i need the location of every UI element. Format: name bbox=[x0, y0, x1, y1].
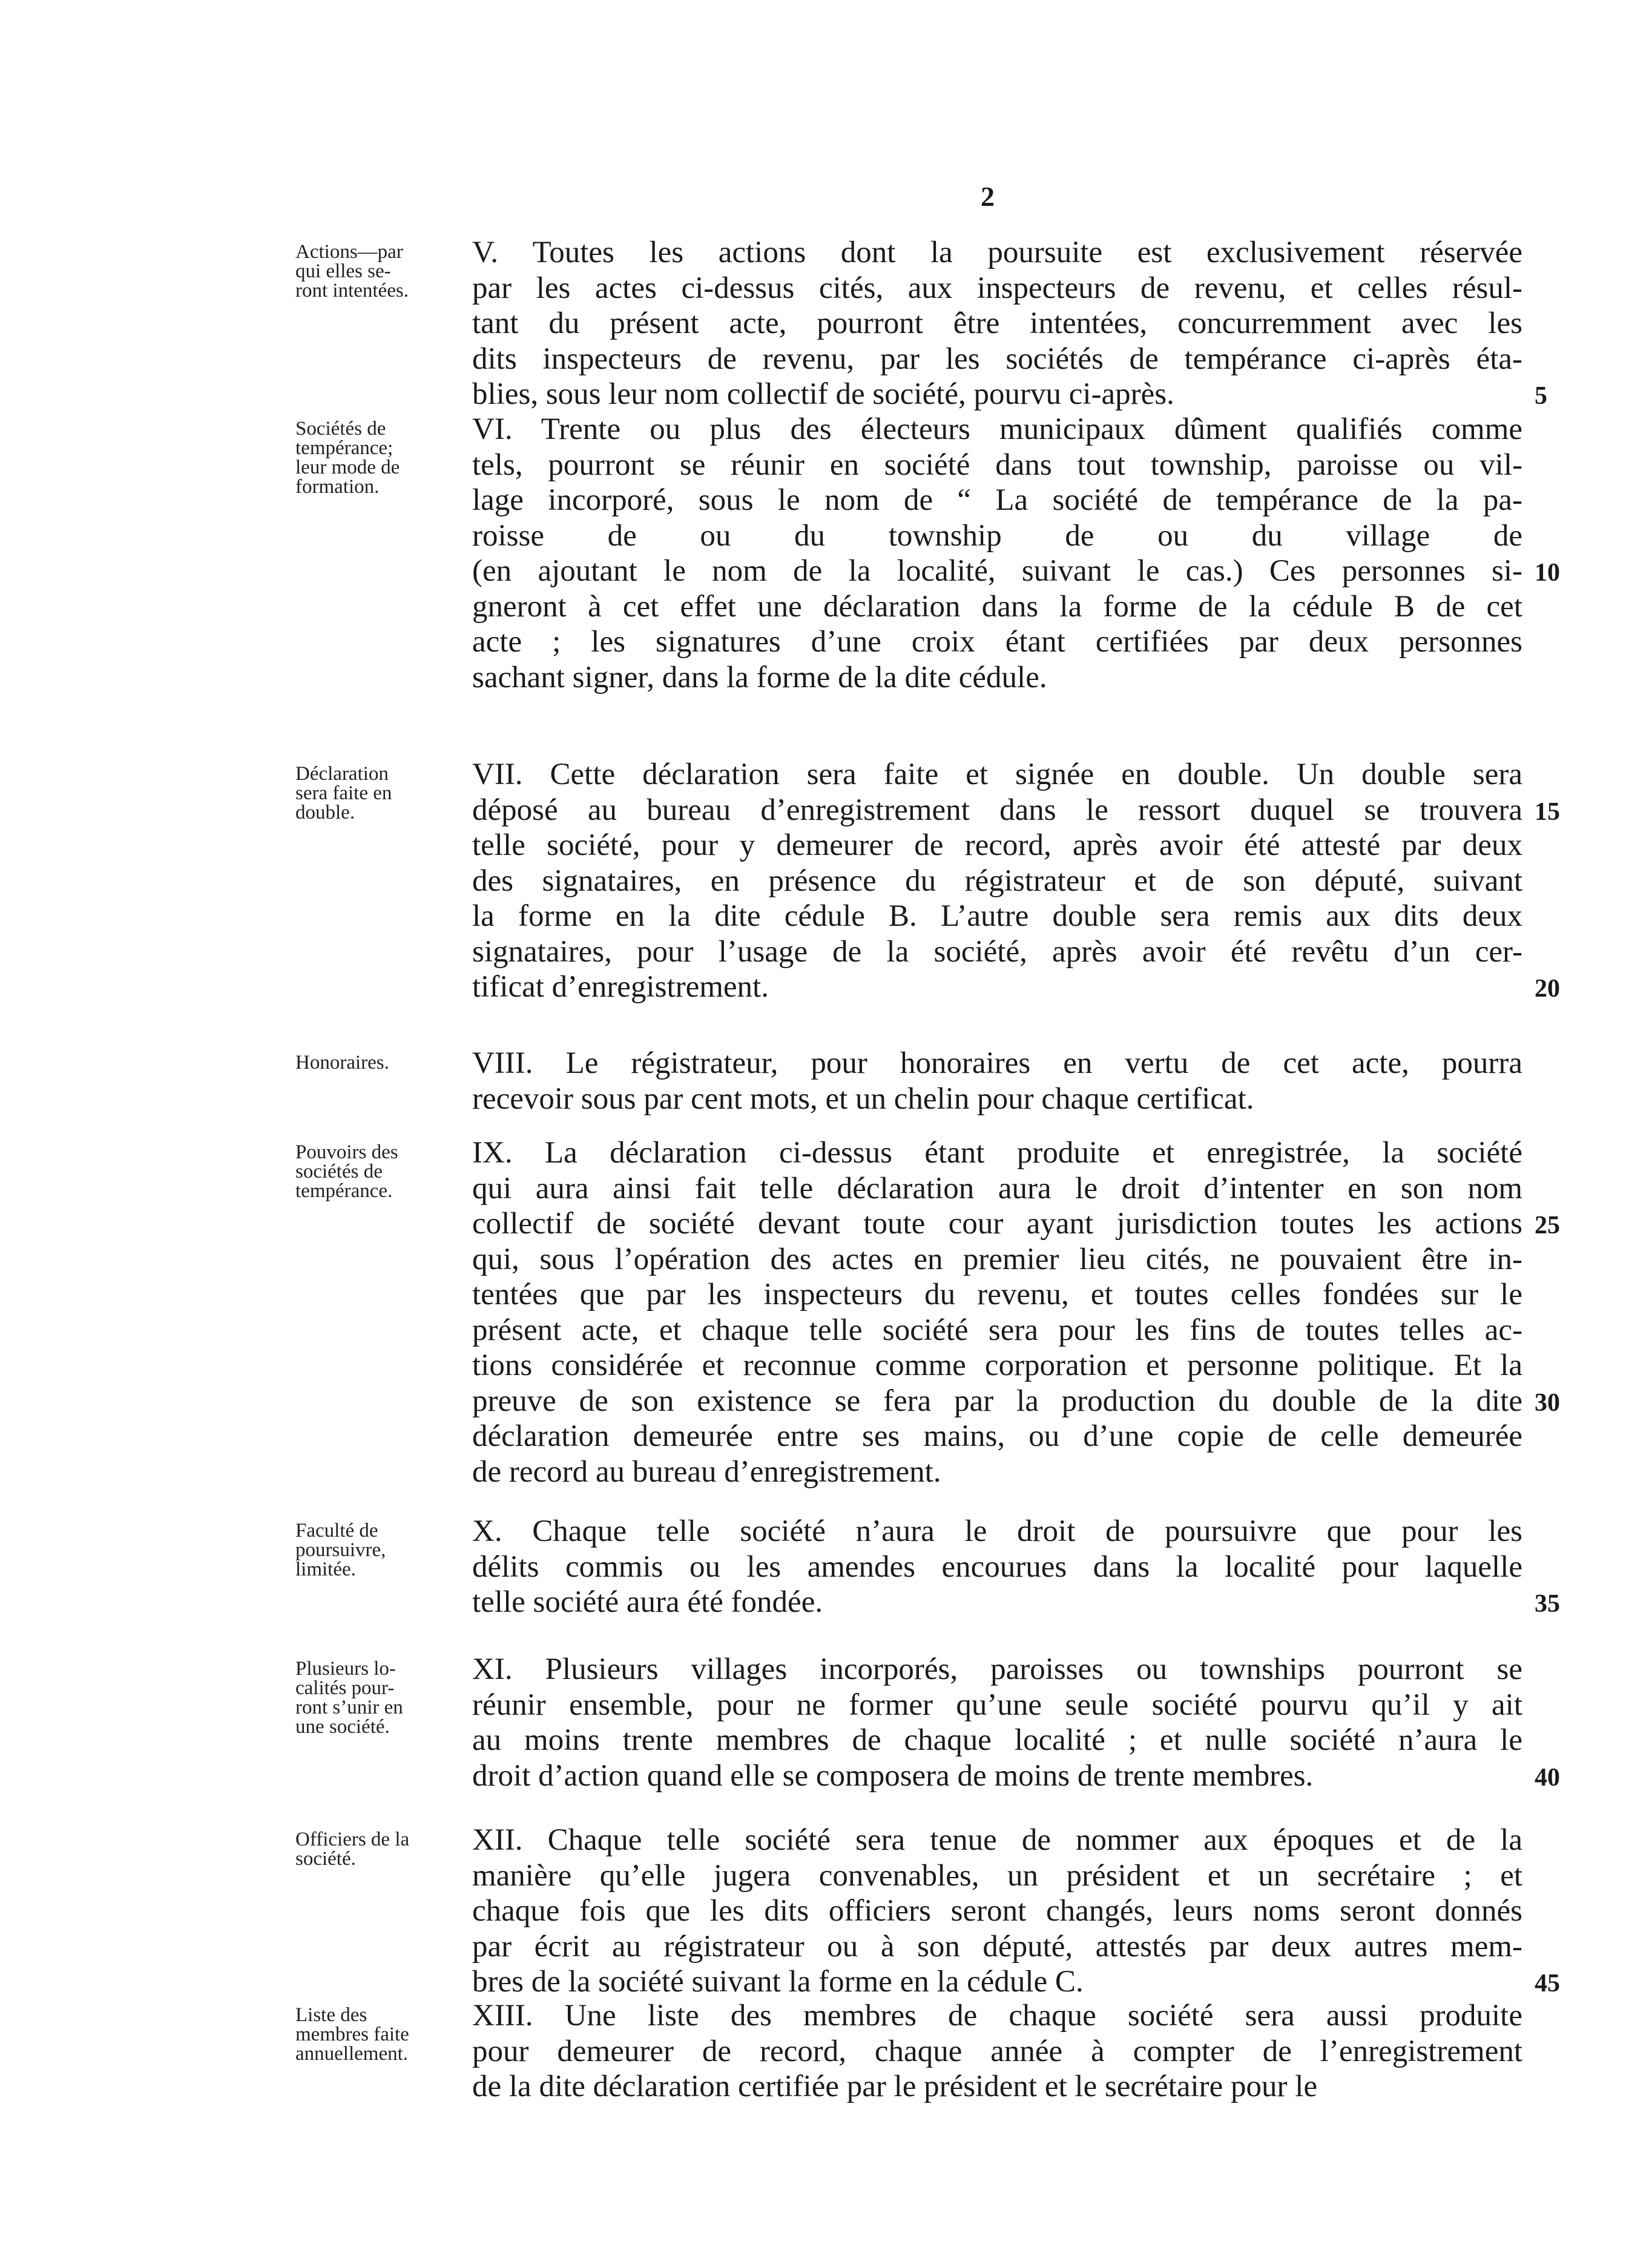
text-line: gneront à cet effet une déclaration dans la forme de la cédule B de cet bbox=[472, 589, 1522, 624]
text-line: déclaration demeurée entre ses mains, ou d’une copie de celle demeurée bbox=[472, 1419, 1522, 1453]
margin-note bbox=[295, 764, 447, 822]
margin-note-line: annuellement. bbox=[295, 2043, 409, 2065]
line-number: 20 bbox=[1535, 975, 1560, 1003]
margin-note-line: Pouvoirs des bbox=[295, 1141, 398, 1163]
margin-note-line: société. bbox=[295, 1848, 356, 1870]
text-line: lage incorporé, sous le nom de “ La société de tempérance de la pa- bbox=[472, 483, 1522, 517]
text-line: tant du présent acte, pourront être intentées, concurremment avec les bbox=[472, 306, 1522, 340]
margin-note-line: Honoraires. bbox=[295, 1052, 389, 1074]
text-line: de record au bureau d’enregistrement. bbox=[472, 1454, 941, 1489]
text-line: tificat d’enregistrement. bbox=[472, 970, 769, 1004]
margin-note-line: double. bbox=[295, 802, 355, 823]
margin-note-line: Plusieurs lo- bbox=[295, 1658, 396, 1680]
margin-note-line: Liste des bbox=[295, 2004, 367, 2026]
margin-note-line: une société. bbox=[295, 1716, 390, 1738]
text-line: dits inspecteurs de revenu, par les sociétés de tempérance ci-après éta- bbox=[472, 341, 1522, 376]
section-paragraph bbox=[472, 235, 1522, 412]
margin-note-line: leur mode de bbox=[295, 457, 400, 478]
margin-note bbox=[295, 1830, 447, 1869]
text-line: manière qu’elle jugera convenables, un président et un secrétaire ; et bbox=[472, 1858, 1522, 1893]
margin-note-line: sociétés de bbox=[295, 1161, 383, 1183]
text-line: VIII. Le régistrateur, pour honoraires en vertu de cet acte, pourra bbox=[472, 1046, 1522, 1080]
page-number: 2 bbox=[981, 181, 995, 212]
line-number: 5 bbox=[1535, 382, 1547, 410]
text-line: présent acte, et chaque telle société sera pour les fins de toutes telles ac- bbox=[472, 1313, 1522, 1347]
text-line: au moins trente membres de chaque localité ; et nulle société n’aura le bbox=[472, 1723, 1522, 1757]
margin-note-line: membres faite bbox=[295, 2024, 409, 2045]
margin-note-line: Déclaration bbox=[295, 763, 389, 785]
text-line: la forme en la dite cédule B. L’autre double sera remis aux dits deux bbox=[472, 899, 1522, 933]
text-line: déposé au bureau d’enregistrement dans le ressort duquel se trouvera bbox=[472, 793, 1522, 827]
text-line: délits commis ou les amendes encourues dans la localité pour laquelle bbox=[472, 1549, 1522, 1584]
margin-note-line: tempérance; bbox=[295, 437, 393, 459]
margin-note-line: Faculté de bbox=[295, 1520, 378, 1542]
line-number: 25 bbox=[1535, 1212, 1560, 1239]
margin-note bbox=[295, 1521, 447, 1579]
text-line: telle société aura été fondée. bbox=[472, 1585, 823, 1619]
margin-note bbox=[295, 1053, 447, 1072]
section-paragraph bbox=[472, 1998, 1522, 2105]
text-line: XIII. Une liste des membres de chaque société sera aussi produite bbox=[472, 1999, 1522, 2033]
text-line: des signataires, en présence du régistrateur et de son député, suivant bbox=[472, 863, 1522, 898]
margin-note bbox=[295, 1143, 447, 1201]
text-line: (en ajoutant le nom de la localité, suivant le cas.) Ces personnes si- bbox=[472, 554, 1522, 588]
text-line: chaque fois que les dits officiers seront changés, leurs noms seront donnés bbox=[472, 1894, 1522, 1928]
line-number: 30 bbox=[1535, 1388, 1560, 1417]
margin-note-line: calités pour- bbox=[295, 1677, 395, 1699]
text-line: sachant signer, dans la forme de la dite cédule. bbox=[472, 660, 1047, 694]
line-number: 35 bbox=[1535, 1590, 1560, 1618]
margin-note-line: formation. bbox=[295, 476, 380, 498]
margin-note-line: poursuivre, bbox=[295, 1539, 386, 1561]
section-paragraph bbox=[472, 1652, 1522, 1793]
line-number: 45 bbox=[1535, 1970, 1560, 1997]
text-line: IX. La déclaration ci-dessus étant produite et enregistrée, la société bbox=[472, 1136, 1522, 1170]
margin-note-line: qui elles se- bbox=[295, 260, 391, 282]
text-line: XI. Plusieurs villages incorporés, paroisses ou townships pourront se bbox=[472, 1652, 1522, 1686]
margin-note-line: tempérance. bbox=[295, 1180, 393, 1202]
section-paragraph bbox=[472, 1514, 1522, 1620]
text-line: preuve de son existence se fera par la production du double de la dite bbox=[472, 1384, 1522, 1418]
margin-note-line: Officiers de la bbox=[295, 1829, 410, 1850]
text-line: qui, sous l’opération des actes en premier lieu cités, ne pouvaient être in- bbox=[472, 1242, 1522, 1276]
text-line: VI. Trente ou plus des électeurs municipaux dûment qualifiés comme bbox=[472, 412, 1522, 446]
text-line: VII. Cette déclaration sera faite et signée en double. Un double sera bbox=[472, 757, 1522, 791]
text-line: recevoir sous par cent mots, et un chelin pour chaque certificat. bbox=[472, 1081, 1254, 1116]
text-line: collectif de société devant toute cour ayant jurisdiction toutes les actions bbox=[472, 1207, 1522, 1241]
margin-note-line: ront intentées. bbox=[295, 280, 409, 302]
text-line: qui aura ainsi fait telle déclaration aura le droit d’intenter en son nom bbox=[472, 1171, 1522, 1206]
text-line: de la dite déclaration certifiée par le président et le secrétaire pour le bbox=[472, 2070, 1318, 2103]
text-line: tels, pourront se réunir en société dans tout township, paroisse ou vil- bbox=[472, 447, 1522, 482]
text-line: XII. Chaque telle société sera tenue de nommer aux époques et de la bbox=[472, 1823, 1522, 1857]
text-line: réunir ensemble, pour ne former qu’une seule société pourvu qu’il y ait bbox=[472, 1687, 1522, 1722]
section-paragraph bbox=[472, 1046, 1522, 1117]
margin-note-line: Actions—par bbox=[295, 241, 403, 263]
text-line: V. Toutes les actions dont la poursuite est exclusivement réservée bbox=[472, 236, 1522, 269]
line-number: 15 bbox=[1535, 797, 1560, 826]
margin-note bbox=[295, 242, 447, 300]
margin-note-line: sera faite en bbox=[295, 782, 392, 804]
text-line: pour demeurer de record, chaque année à compter de l’enregistrement bbox=[472, 2034, 1522, 2068]
text-line: tions considérée et reconnue comme corporation et personne politique. Et la bbox=[472, 1348, 1522, 1382]
text-line: par écrit au régistrateur ou à son député, attestés par deux autres mem- bbox=[472, 1929, 1522, 1964]
text-line: roisse de ou du township de ou du village de bbox=[472, 518, 1522, 553]
text-line: telle société, pour y demeurer de record, après avoir été attesté par deux bbox=[472, 828, 1522, 862]
margin-note bbox=[295, 2005, 447, 2063]
line-number: 10 bbox=[1535, 559, 1560, 587]
section-paragraph bbox=[472, 412, 1522, 695]
margin-note bbox=[295, 419, 447, 496]
section-paragraph bbox=[472, 757, 1522, 1005]
text-line: acte ; les signatures d’une croix étant certifiées par deux personnes bbox=[472, 625, 1522, 659]
text-line: signataires, pour l’usage de la société, après avoir été revêtu d’un cer- bbox=[472, 934, 1522, 969]
margin-note bbox=[295, 1659, 447, 1737]
margin-note-line: limitée. bbox=[295, 1559, 356, 1580]
section-paragraph bbox=[472, 1823, 1522, 2000]
margin-note-line: ront s’unir en bbox=[295, 1697, 403, 1718]
text-line: droit d’action quand elle se composera de moins de trente membres. bbox=[472, 1758, 1314, 1793]
section-paragraph bbox=[472, 1135, 1522, 1489]
text-line: par les actes ci-dessus cités, aux inspecteurs de revenu, et celles résul- bbox=[472, 271, 1522, 305]
margin-note-line: Sociétés de bbox=[295, 418, 386, 440]
text-line: tentées que par les inspecteurs du revenu, et toutes celles fondées sur le bbox=[472, 1278, 1522, 1311]
line-number: 40 bbox=[1535, 1763, 1560, 1792]
text-line: bres de la société suivant la forme en la cédule C. bbox=[472, 1965, 1084, 1999]
text-line: blies, sous leur nom collectif de société, pourvu ci-après. bbox=[472, 377, 1174, 411]
text-line: X. Chaque telle société n’aura le droit de poursuivre que pour les bbox=[472, 1514, 1522, 1548]
